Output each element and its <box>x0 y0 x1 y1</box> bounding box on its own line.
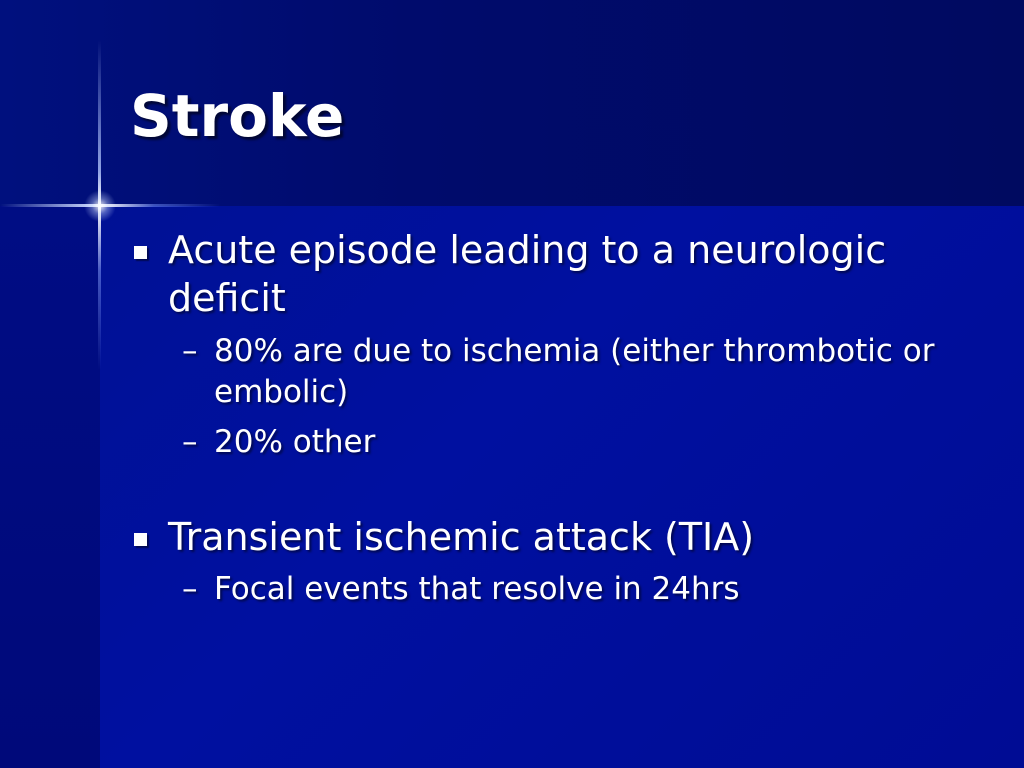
dash-marker: – <box>182 571 198 607</box>
dash-marker: – <box>182 424 198 460</box>
sparkle-icon <box>84 190 116 222</box>
slide-title: Stroke <box>130 82 345 150</box>
bullet-text: Acute episode leading to a neurologic deficit <box>168 228 887 320</box>
left-band <box>0 206 100 768</box>
bullet-item <box>130 513 990 561</box>
sub-item <box>130 569 990 610</box>
square-bullet-icon <box>134 246 147 259</box>
square-bullet-icon <box>134 533 147 546</box>
bullet-item <box>130 226 990 322</box>
sub-item <box>130 331 990 413</box>
sub-item-text: 80% are due to ischemia (either thrombotic or embolic) <box>214 333 935 410</box>
sub-item-text: 20% other <box>214 424 376 460</box>
sub-item <box>130 422 990 463</box>
bullet-text: Transient ischemic attack (TIA) <box>168 515 755 559</box>
sub-item-text: Focal events that resolve in 24hrs <box>214 571 740 607</box>
dash-marker: – <box>182 333 198 369</box>
slide-body <box>130 226 990 610</box>
